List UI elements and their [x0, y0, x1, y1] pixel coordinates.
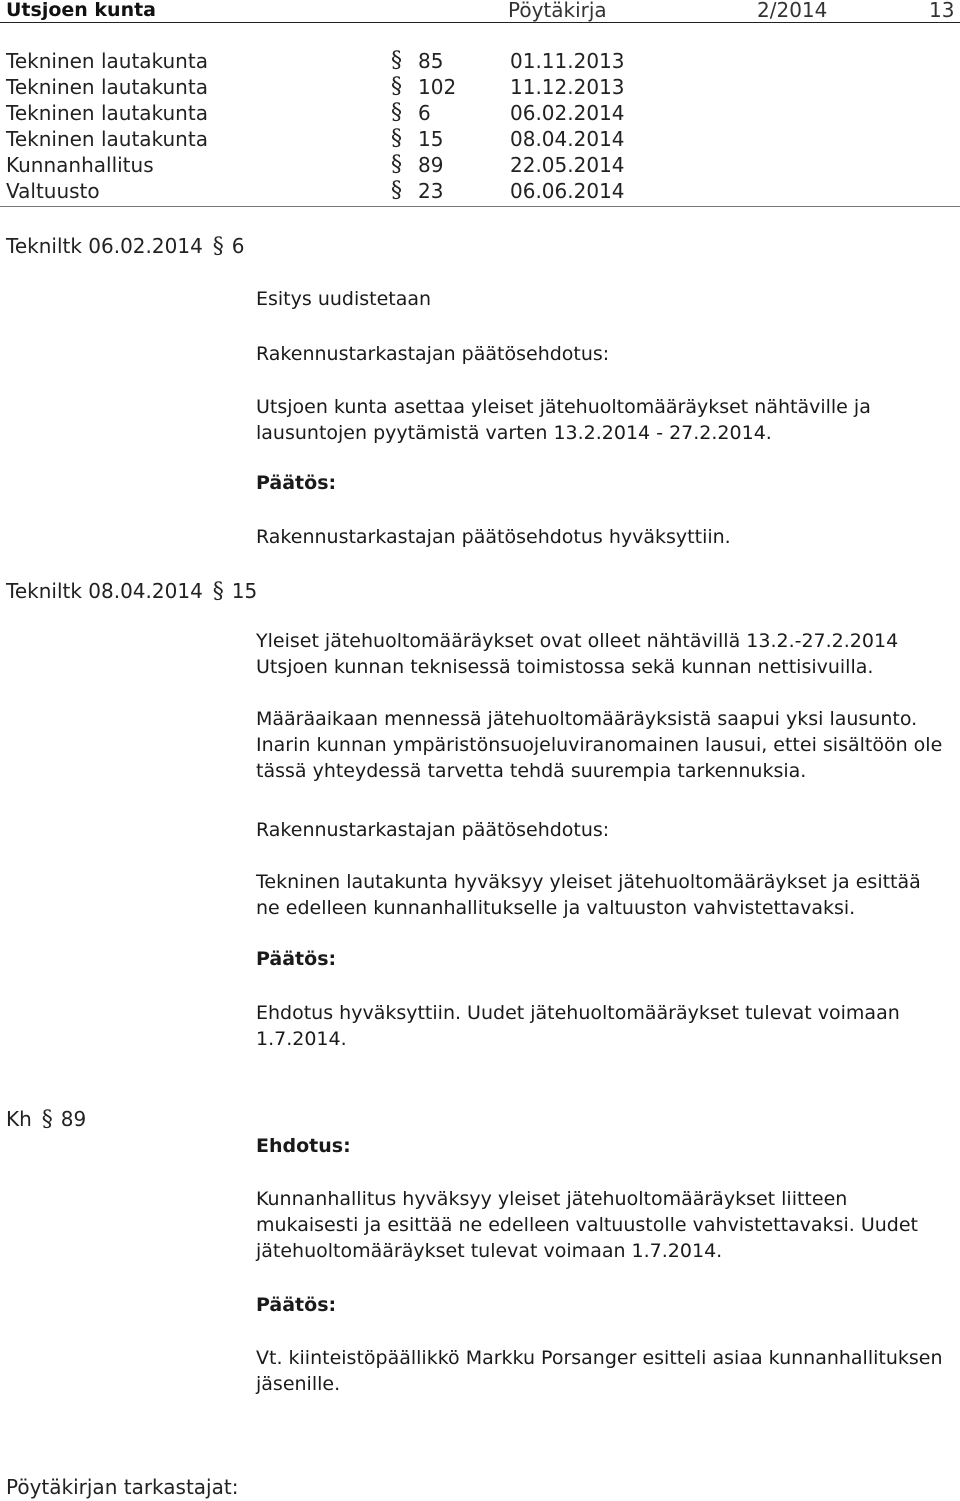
history-body: Tekninen lautakunta	[6, 49, 208, 73]
history-date: 01.11.2013	[510, 49, 625, 73]
history-body: Tekninen lautakunta	[6, 75, 208, 99]
history-row	[0, 152, 960, 178]
history-section: 6	[418, 101, 431, 125]
reference-number: 15	[231, 579, 258, 603]
section-sign-icon: §	[391, 152, 402, 177]
history-row	[0, 178, 960, 204]
section1-proposal-heading: Rakennustarkastajan päätösehdotus:	[256, 343, 610, 365]
history-date: 11.12.2013	[510, 75, 625, 99]
reviewers-label: Pöytäkirjan tarkastajat:	[6, 1475, 239, 1499]
section3-proposal-heading: Ehdotus:	[256, 1135, 351, 1157]
history-date: 06.02.2014	[510, 101, 625, 125]
history-date: 22.05.2014	[510, 153, 625, 177]
history-date: 06.06.2014	[510, 179, 625, 203]
reference-kh	[6, 1106, 86, 1133]
section3-decision-text: Vt. kiinteistöpäällikkö Markku Porsanger esitteli asiaa kunnanhallituksen jäsenille.	[256, 1347, 943, 1395]
reference-label: Tekniltk 08.04.2014	[6, 579, 203, 603]
reference-number: 6	[231, 234, 245, 258]
history-section: 15	[418, 127, 444, 151]
section2-proposal-text: Tekninen lautakunta hyväksyy yleiset jätehuoltomääräykset ja esittää ne edelleen kunnanhallitukselle ja valtuuston vahvistettavaksi.	[256, 871, 921, 919]
organization-name: Utsjoen kunta	[6, 0, 157, 21]
section-sign-icon: §	[212, 234, 224, 259]
history-row	[0, 74, 960, 100]
page-header	[0, 0, 960, 22]
section2-exhibition-text: Yleiset jätehuoltomääräykset ovat olleet nähtävillä 13.2.-27.2.2014 Utsjoen kunnan teknisessä toimistossa sekä kunnan nettisivuilla.	[256, 630, 899, 678]
history-body: Valtuusto	[6, 179, 100, 203]
reference-label: Kh	[6, 1107, 32, 1131]
history-divider	[0, 206, 960, 207]
section-sign-icon: §	[391, 100, 402, 125]
history-row	[0, 100, 960, 126]
section1-decision-text: Rakennustarkastajan päätösehdotus hyväksyttiin.	[256, 526, 731, 548]
section2-proposal-heading: Rakennustarkastajan päätösehdotus:	[256, 819, 610, 841]
reference-label: Tekniltk 06.02.2014	[6, 234, 203, 258]
history-body: Tekninen lautakunta	[6, 127, 208, 151]
header-divider	[0, 22, 960, 23]
reference-number: 89	[60, 1107, 87, 1131]
section2-decision-heading: Päätös:	[256, 948, 337, 970]
history-body: Kunnanhallitus	[6, 153, 154, 177]
section-sign-icon: §	[212, 579, 224, 604]
section-sign-icon: §	[391, 74, 402, 99]
history-section: 85	[418, 49, 444, 73]
section-sign-icon: §	[41, 1107, 53, 1132]
section-sign-icon: §	[391, 178, 402, 203]
page-number: 13	[929, 0, 955, 22]
reference-tekniltk-0602	[6, 233, 245, 260]
history-body: Tekninen lautakunta	[6, 101, 208, 125]
history-section: 89	[418, 153, 444, 177]
history-row	[0, 126, 960, 152]
section3-decision-heading: Päätös:	[256, 1294, 337, 1316]
section1-proposal-text: Utsjoen kunta asettaa yleiset jätehuoltomääräykset nähtäville ja lausuntojen pyytämistä varten 13.2.2014 - 27.2.2014.	[256, 396, 871, 444]
handling-history	[0, 48, 960, 204]
section-sign-icon: §	[391, 48, 402, 73]
issue-number: 2/2014	[757, 0, 828, 22]
section2-decision-text: Ehdotus hyväksyttiin. Uudet jätehuoltomääräykset tulevat voimaan 1.7.2014.	[256, 1002, 900, 1050]
history-row	[0, 48, 960, 74]
section2-statement-text: Määräaikaan mennessä jätehuoltomääräyksistä saapui yksi lausunto. Inarin kunnan ympäristönsuojeluviranomainen lausui, ettei sisältöön ole tässä yhteydessä tarvetta tehdä suurempia tarkennuksia.	[256, 708, 943, 782]
history-section: 102	[418, 75, 457, 99]
document-type: Pöytäkirja	[508, 0, 607, 22]
section1-decision-heading: Päätös:	[256, 472, 337, 494]
section1-intro: Esitys uudistetaan	[256, 288, 432, 310]
section-sign-icon: §	[391, 126, 402, 151]
section3-proposal-text: Kunnanhallitus hyväksyy yleiset jätehuoltomääräykset liitteen mukaisesti ja esittää ne edelleen valtuustolle vahvistettavaksi. Uudet jätehuoltomääräykset tulevat voimaan 1.7.2014.	[256, 1188, 918, 1262]
history-section: 23	[418, 179, 444, 203]
reference-tekniltk-0804	[6, 578, 257, 605]
history-date: 08.04.2014	[510, 127, 625, 151]
